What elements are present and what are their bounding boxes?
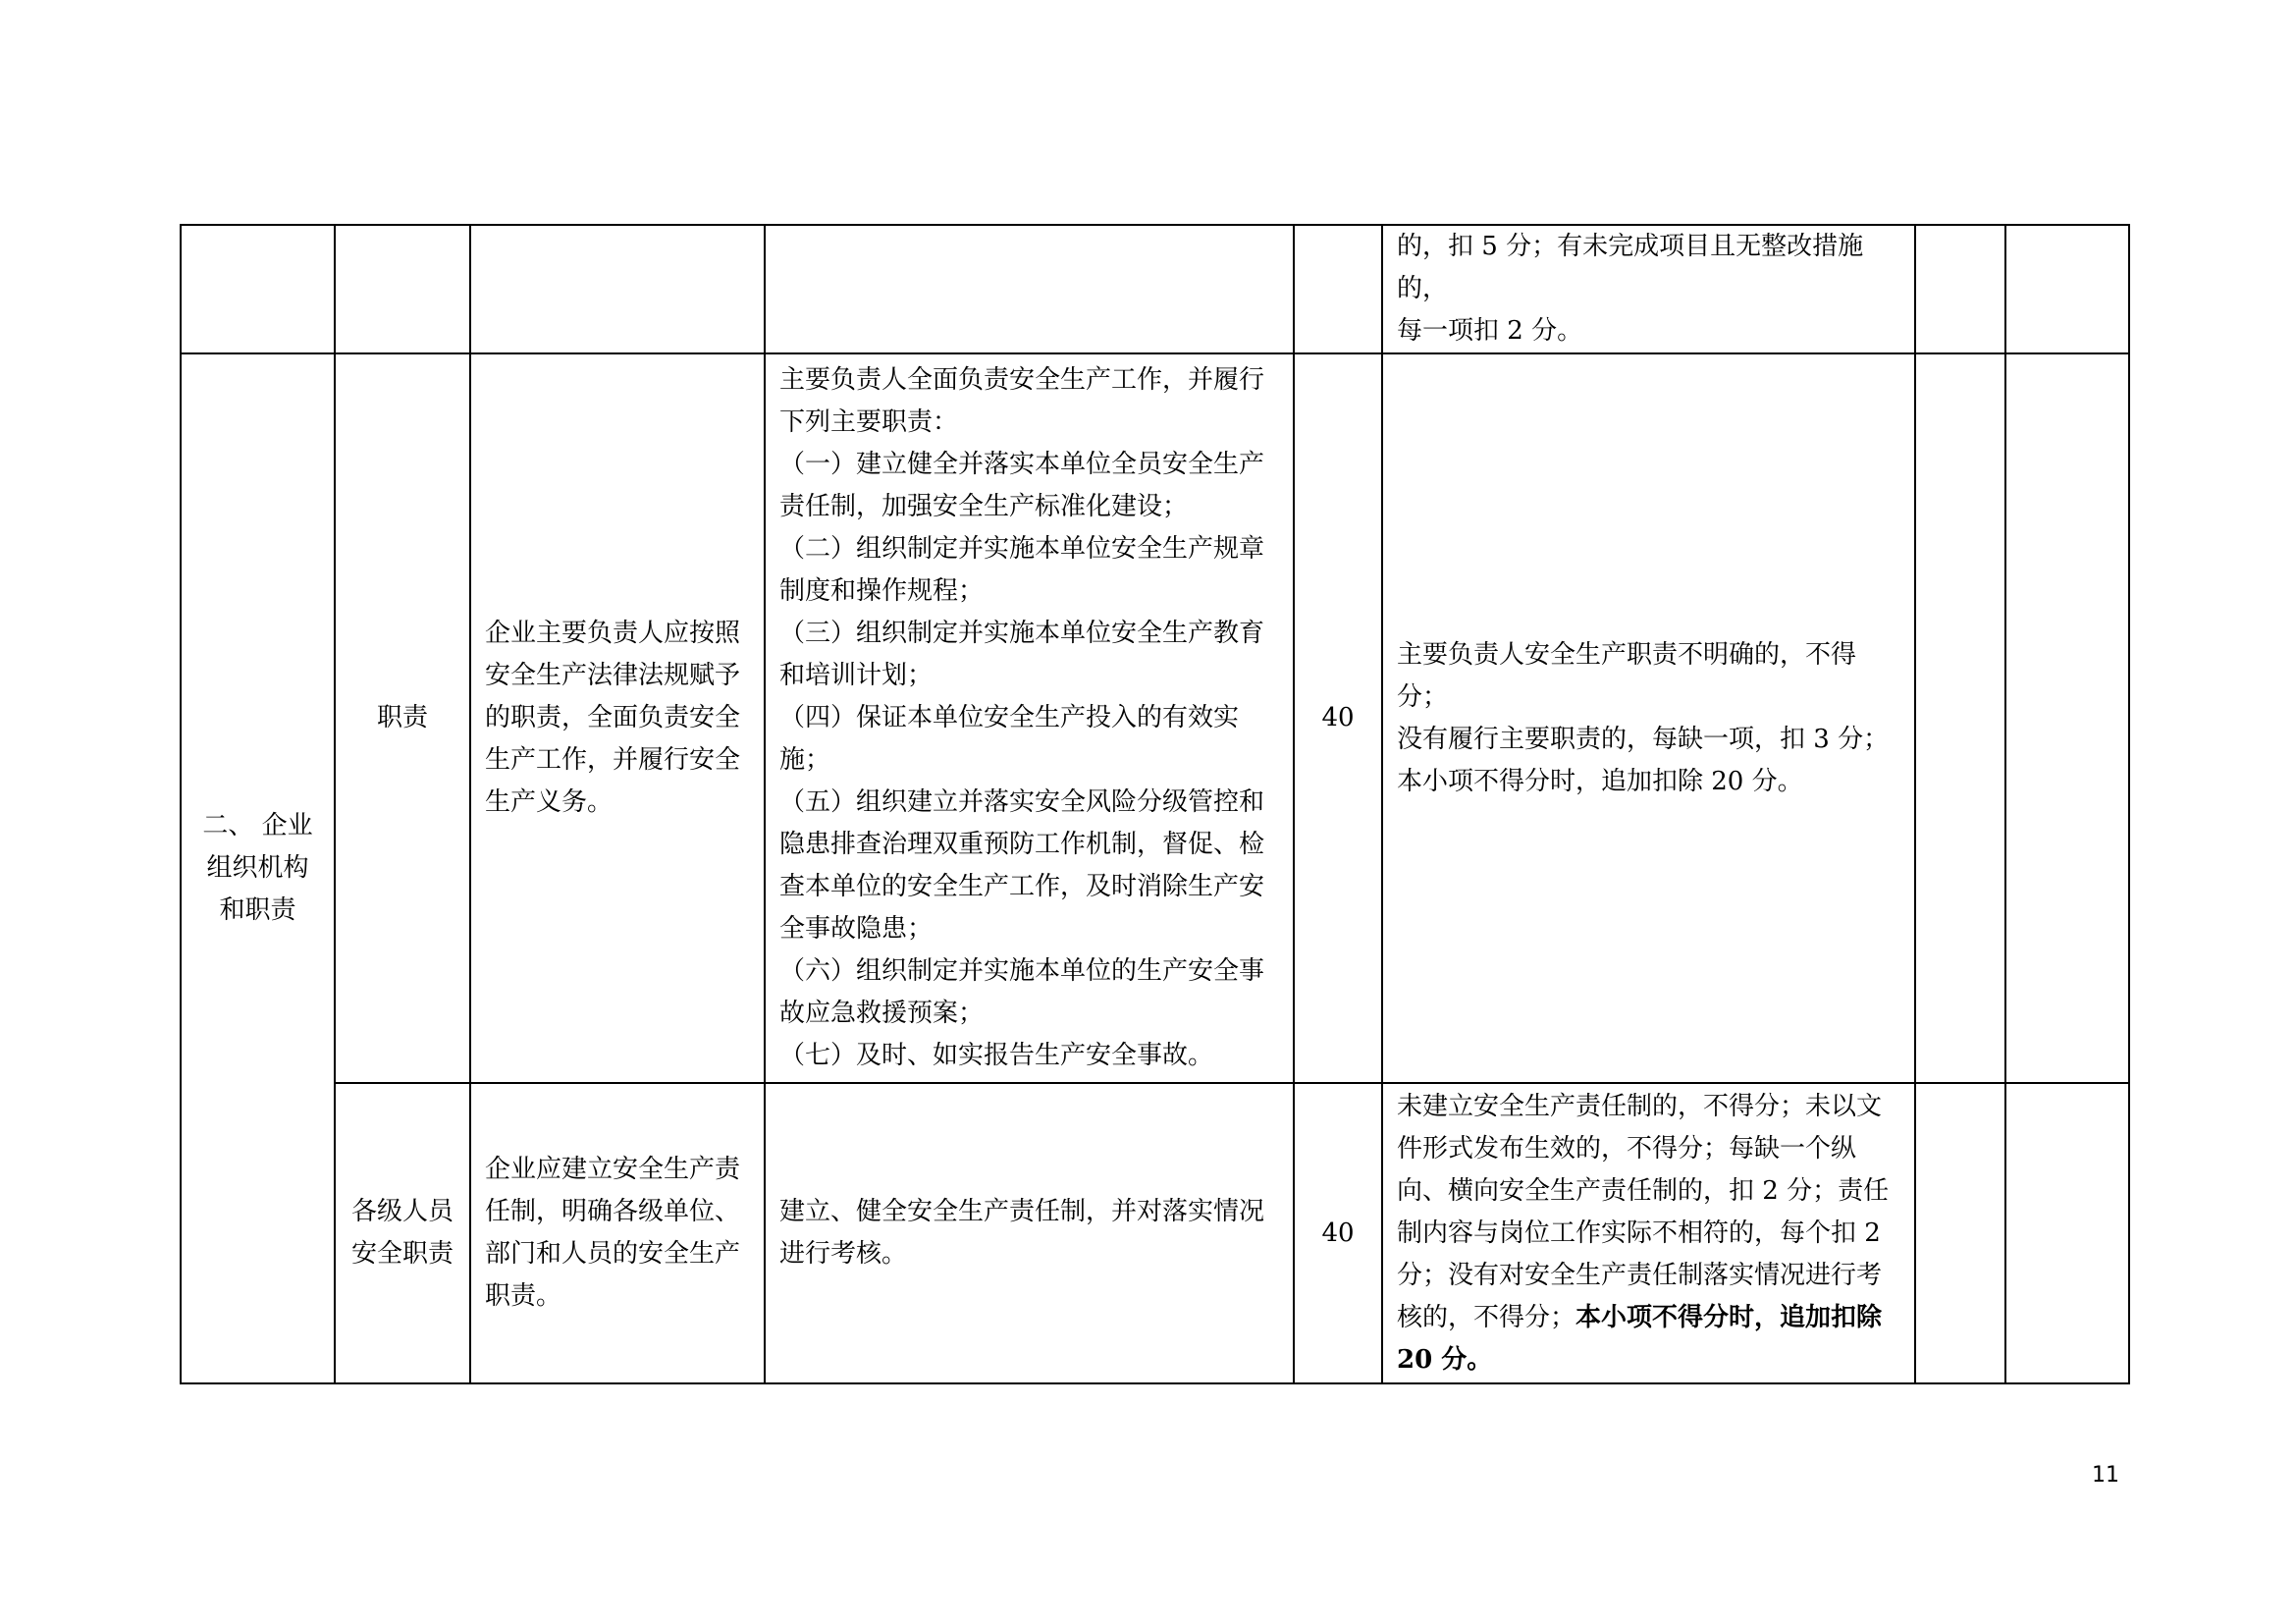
- remarks-cell: [2005, 1083, 2129, 1383]
- item-cell: [335, 1083, 470, 1383]
- scoring-line: 本小项不得分时，追加扣除 20 分。: [1397, 766, 1803, 796]
- content-text: 建立、健全安全生产责任制，并对落实情况进行考核。: [779, 1197, 1265, 1269]
- remarks-cell: [2005, 353, 2129, 1083]
- content-cell: [765, 1083, 1294, 1383]
- content-cell-empty: [765, 225, 1294, 353]
- actual-score-cell: [1915, 353, 2005, 1083]
- table-row-continued: [181, 225, 2129, 353]
- table-row-levels: [181, 1083, 2129, 1383]
- requirement-text: 企业主要负责人应按照安全生产法律法规赋予的职责，全面负责安全生产工作，并履行安全生产义务。: [485, 619, 741, 817]
- score-cell-empty: [1294, 225, 1382, 353]
- scoring-cell: [1382, 353, 1915, 1083]
- item-cell: [335, 353, 470, 1083]
- section-label: 二、 企业组织机构和职责: [202, 811, 313, 925]
- page-number: 11: [2092, 1463, 2119, 1488]
- item-label: 职责: [376, 703, 428, 732]
- actual-score-cell: [1915, 225, 2005, 353]
- actual-score-cell: [1915, 1083, 2005, 1383]
- score-cell: [1294, 353, 1382, 1083]
- assessment-table: [180, 224, 2130, 1384]
- requirement-cell-empty: [470, 225, 765, 353]
- requirement-text: 企业应建立安全生产责任制，明确各级单位、部门和人员的安全生产职责。: [485, 1155, 741, 1311]
- content-line: （七）及时、如实报告生产安全事故。: [779, 1041, 1214, 1070]
- scoring-line: 每一项扣 2 分。: [1397, 316, 1583, 346]
- scoring-text-bold: 本小项不得分时，追加扣除 20 分。: [1397, 1302, 1883, 1375]
- content-line: （三）组织制定并实施本单位安全生产教育和培训计划；: [779, 619, 1265, 690]
- section-cell: [181, 353, 335, 1383]
- requirement-cell: [470, 1083, 765, 1383]
- scoring-cell-continued: [1382, 225, 1915, 353]
- content-line: （五）组织建立并落实安全风险分级管控和隐患排查治理双重预防工作机制，督促、检查本单位的安全生产工作，及时消除生产安全事故隐患；: [779, 787, 1265, 944]
- scoring-line: 主要负责人安全生产职责不明确的，不得分；: [1397, 639, 1857, 712]
- content-line: （二）组织制定并实施本单位安全生产规章制度和操作规程；: [779, 534, 1265, 606]
- scoring-text: 未建立安全生产责任制的，不得分；未以文件形式发布生效的，不得分；每缺一个纵向、横向安全生产责任制的，扣 2 分；责任制内容与岗位工作实际不相符的，每个扣 2 分；没有对安全生产责任制落实情况进行考核的，不得分；: [1397, 1091, 1890, 1332]
- content-line: （六）组织制定并实施本单位的生产安全事故应急救援预案；: [779, 956, 1265, 1028]
- remarks-cell: [2005, 225, 2129, 353]
- section-cell-empty: [181, 225, 335, 353]
- score-cell: [1294, 1083, 1382, 1383]
- item-cell-empty: [335, 225, 470, 353]
- requirement-cell: [470, 353, 765, 1083]
- content-line: 主要负责人全面负责安全生产工作，并履行下列主要职责：: [779, 365, 1265, 437]
- item-label: 各级人员安全职责: [350, 1197, 454, 1269]
- score-value: 40: [1321, 703, 1355, 732]
- content-line: （一）建立健全并落实本单位全员安全生产责任制，加强安全生产标准化建设；: [779, 450, 1265, 521]
- scoring-cell: [1382, 1083, 1915, 1383]
- content-cell: [765, 353, 1294, 1083]
- content-line: （四）保证本单位安全生产投入的有效实施；: [779, 703, 1240, 775]
- table-row-duty: [181, 353, 2129, 1083]
- score-value: 40: [1321, 1218, 1355, 1248]
- scoring-line: 没有履行主要职责的，每缺一项，扣 3 分；: [1397, 724, 1890, 754]
- scoring-line: 的，扣 5 分；有未完成项目且无整改措施的，: [1397, 232, 1864, 303]
